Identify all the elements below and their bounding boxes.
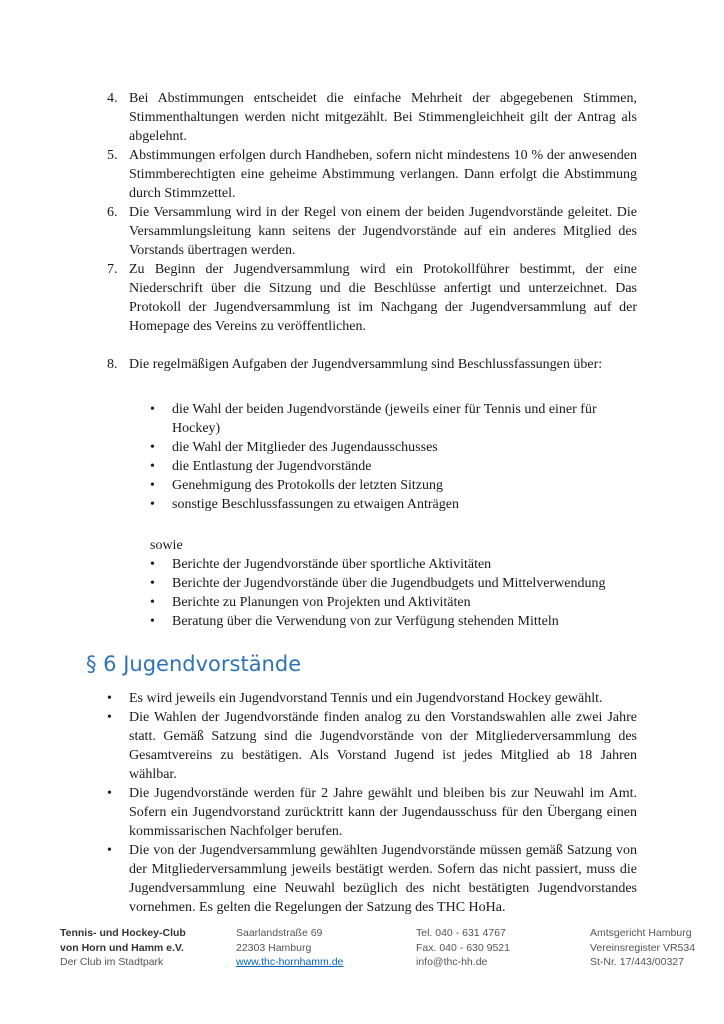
bullet-icon: • — [150, 478, 155, 493]
list-text: Die Versammlung wird in der Regel von einem der beiden Jugendvorstände geleitet. Die Versammlungsleitung kann seitens der Jugendvorstände auf ein anderes Mitglied des Vorstands übertragen werden. — [129, 205, 637, 258]
list-item — [0, 89, 724, 146]
bullet-icon: • — [150, 576, 155, 591]
footer-email: info@thc-hh.de — [416, 956, 488, 968]
footer-fax: Fax. 040 - 630 9521 — [416, 941, 510, 954]
list-number: 6. — [107, 205, 118, 220]
numbered-list — [0, 89, 724, 374]
footer-tax-number: St-Nr. 17/443/00327 — [590, 956, 684, 968]
bullet-icon: • — [150, 557, 155, 572]
footer-club-column — [60, 926, 186, 970]
bullet-icon: • — [150, 497, 155, 512]
list-item: • sonstige Beschlussfassungen zu etwaigen Anträgen — [150, 497, 459, 512]
list-item: • die Entlastung der Jugendvorstände — [150, 459, 372, 474]
tasks-bullet-list — [0, 400, 724, 514]
list-item — [0, 260, 724, 336]
footer-phone: Tel. 040 - 631 4767 — [416, 927, 506, 939]
footer-website-link[interactable]: www.thc-hornhamm.de — [236, 956, 344, 968]
list-number: 5. — [107, 148, 118, 163]
footer-address-column — [236, 926, 343, 970]
list-text: Bei Abstimmungen entscheidet die einfache Mehrheit der abgegebenen Stimmen, Stimmenthaltungen werden nicht mitgezählt. Bei Stimmengleichheit gilt der Antrag als abgelehnt. — [129, 91, 637, 144]
section-heading: § 6 Jugendvorstände — [86, 652, 302, 676]
footer-court: Amtsgericht Hamburg — [590, 927, 692, 939]
footer-contact-column — [416, 926, 510, 970]
footer-street: Saarlandstraße 69 — [236, 927, 323, 939]
bullet-icon: • — [107, 710, 112, 725]
footer-register: Vereinsregister VR534 — [590, 941, 696, 954]
list-item — [0, 355, 724, 374]
list-item: • Berichte der Jugendvorstände über die Jugendbudgets und Mittelverwendung — [150, 576, 606, 591]
footer-city: 22303 Hamburg — [236, 941, 312, 954]
list-text: Abstimmungen erfolgen durch Handheben, sofern nicht mindestens 10 % der anwesenden Stimmberechtigten eine geheime Abstimmung verlangen. Dann erfolgt die Abstimmung durch Stimmzettel. — [129, 148, 637, 201]
sowie-bullet-list — [0, 555, 724, 631]
list-item: • Berichte zu Planungen von Projekten und Aktivitäten — [150, 595, 471, 610]
bullet-icon: • — [150, 402, 155, 417]
bullet-icon: • — [107, 843, 112, 858]
bullet-icon: • — [150, 440, 155, 455]
list-text: Zu Beginn der Jugendversammlung wird ein Protokollführer bestimmt, der eine Niederschrift über die Sitzung und die Beschlüsse anfertigt und unterzeichnet. Das Protokoll der Jugendversammlung ist im Nachgang der Jugendversammlung auf der Homepage des Vereins zu veröffentlichen. — [129, 262, 637, 334]
list-item: • Die von der Jugendversammlung gewählten Jugendvorstände müssen gemäß Satzung von der Mitgliederversammlung jeweils bestätigt werden. Sofern das nicht passiert, muss die Jugendversammlung eine Neuwahl bezüglich des nicht bestätigten Jugendvorstandes vornehmen. Es gelten die Regelungen der Satzung des THC HoHa. — [107, 843, 637, 915]
bullet-icon: • — [150, 614, 155, 629]
list-text: Die regelmäßigen Aufgaben der Jugendversammlung sind Beschlussfassungen über: — [129, 357, 603, 372]
footer-slogan: Der Club im Stadtpark — [60, 956, 164, 968]
list-item: • Genehmigung des Protokolls der letzten Sitzung — [150, 478, 444, 493]
footer-club-name-2: von Horn und Hamm e.V. — [60, 941, 184, 954]
list-item: • Die Jugendvorstände werden für 2 Jahre gewählt und bleiben bis zur Neuwahl im Amt. Sofern ein Jugendvorstand zurücktritt kann der Jugendausschuss für den Übergang einen kommissarischen Nachfolger berufen. — [107, 786, 637, 839]
list-item: • die Wahl der beiden Jugendvorstände (jeweils einer für Tennis und einer für Hockey) — [150, 402, 597, 436]
list-item: • Es wird jeweils ein Jugendvorstand Tennis und ein Jugendvorstand Hockey gewählt. — [107, 691, 603, 706]
bullet-icon: • — [107, 691, 112, 706]
list-item — [0, 146, 724, 203]
list-number: 4. — [107, 91, 118, 106]
list-item: • die Wahl der Mitglieder des Jugendausschusses — [150, 440, 438, 455]
list-item: • Die Wahlen der Jugendvorstände finden analog zu den Vorstandswahlen alle zwei Jahre statt. Gemäß Satzung sind die Jugendvorstände von der Mitgliederversammlung des Gesamtvereins zu bestätigen. Als Vorstand Jugend ist jedes Mitglied ab 18 Jahren wählbar. — [107, 710, 637, 782]
bullet-icon: • — [107, 786, 112, 801]
list-item — [0, 203, 724, 260]
footer-register-column — [590, 926, 695, 970]
bullet-icon: • — [150, 595, 155, 610]
footer-club-name: Tennis- und Hockey-Club — [60, 927, 186, 939]
list-number: 7. — [107, 262, 118, 277]
list-number: 8. — [107, 357, 118, 372]
sowie-label: sowie — [150, 538, 183, 553]
list-item: • Berichte der Jugendvorstände über sportliche Aktivitäten — [150, 557, 492, 572]
bullet-icon: • — [150, 459, 155, 474]
section6-bullet-list — [0, 689, 724, 917]
list-item: • Beratung über die Verwendung von zur Verfügung stehenden Mitteln — [150, 614, 559, 629]
